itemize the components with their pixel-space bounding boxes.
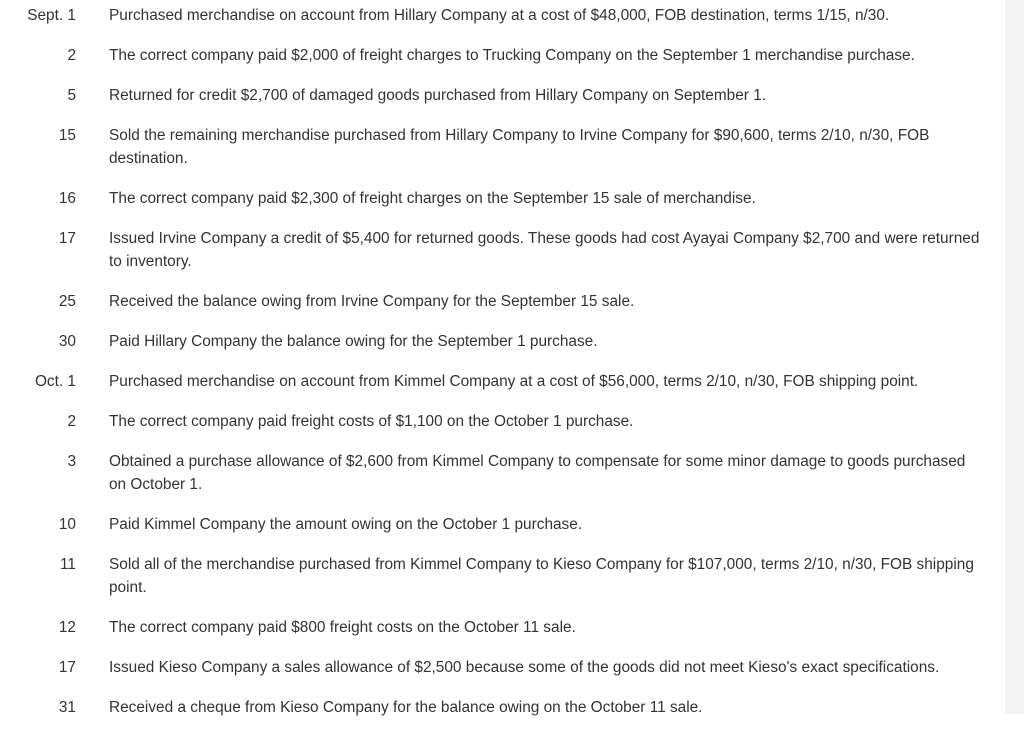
transaction-date: 30 bbox=[58, 333, 76, 350]
table-row bbox=[0, 450, 1000, 513]
table-row bbox=[0, 187, 1000, 227]
table-row bbox=[0, 124, 1000, 187]
transaction-date: 17 bbox=[58, 659, 76, 676]
page-side-rail bbox=[1005, 0, 1024, 714]
table-row bbox=[0, 84, 1000, 124]
transaction-description: Returned for credit $2,700 of damaged goods purchased from Hillary Company on September 1. bbox=[109, 87, 767, 104]
transaction-description: Sold the remaining merchandise purchased from Hillary Company to Irvine Company for $90,600, terms 2/10, n/30, FOB destination. bbox=[109, 127, 930, 167]
transaction-date: 10 bbox=[58, 516, 76, 533]
transaction-description: Purchased merchandise on account from Kimmel Company at a cost of $56,000, terms 2/10, n/30, FOB shipping point. bbox=[109, 373, 919, 390]
transaction-date: 16 bbox=[58, 190, 76, 207]
transaction-date: 5 bbox=[67, 87, 76, 104]
table-row bbox=[0, 513, 1000, 553]
transactions-table bbox=[0, 4, 1000, 736]
table-row bbox=[0, 44, 1000, 84]
transaction-date: 25 bbox=[58, 293, 76, 310]
transaction-description: The correct company paid freight costs of $1,100 on the October 1 purchase. bbox=[109, 413, 634, 430]
transaction-description: Paid Kimmel Company the amount owing on the October 1 purchase. bbox=[109, 516, 583, 533]
table-row bbox=[0, 553, 1000, 616]
transaction-date: 3 bbox=[67, 453, 76, 470]
transaction-description: Received the balance owing from Irvine Company for the September 15 sale. bbox=[109, 293, 635, 310]
table-row bbox=[0, 410, 1000, 450]
table-row bbox=[0, 656, 1000, 696]
transaction-date: 2 bbox=[67, 47, 76, 64]
table-row bbox=[0, 4, 1000, 44]
table-row bbox=[0, 370, 1000, 410]
transaction-date: 17 bbox=[58, 230, 76, 247]
table-row bbox=[0, 330, 1000, 370]
transaction-description: Issued Irvine Company a credit of $5,400 for returned goods. These goods had cost Ayayai Company $2,700 and were returned to inventory. bbox=[109, 230, 980, 270]
transaction-description: Paid Hillary Company the balance owing for the September 1 purchase. bbox=[109, 333, 598, 350]
transaction-description: Sold all of the merchandise purchased from Kimmel Company to Kieso Company for $107,000, terms 2/10, n/30, FOB shipping point. bbox=[109, 556, 974, 596]
transaction-description: Purchased merchandise on account from Hillary Company at a cost of $48,000, FOB destination, terms 1/15, n/30. bbox=[109, 7, 890, 24]
table-row bbox=[0, 696, 1000, 736]
transaction-description: The correct company paid $800 freight costs on the October 11 sale. bbox=[109, 619, 576, 636]
transaction-date: 2 bbox=[67, 413, 76, 430]
transaction-description: The correct company paid $2,000 of freight charges to Trucking Company on the September 1 merchandise purchase. bbox=[109, 47, 915, 64]
transaction-date: 12 bbox=[58, 619, 76, 636]
transaction-date: 31 bbox=[58, 699, 76, 716]
transaction-description: Issued Kieso Company a sales allowance of $2,500 because some of the goods did not meet Kieso's exact specifications. bbox=[109, 659, 940, 676]
table-row bbox=[0, 227, 1000, 290]
table-row bbox=[0, 616, 1000, 656]
transaction-description: Obtained a purchase allowance of $2,600 from Kimmel Company to compensate for some minor damage to goods purchased on October 1. bbox=[109, 453, 966, 493]
transaction-date: Sept. 1 bbox=[27, 7, 76, 24]
transaction-date: 11 bbox=[60, 556, 76, 573]
transaction-description: Received a cheque from Kieso Company for the balance owing on the October 11 sale. bbox=[109, 699, 703, 716]
transaction-date: Oct. 1 bbox=[34, 373, 76, 390]
transaction-date: 15 bbox=[58, 127, 76, 144]
transaction-description: The correct company paid $2,300 of freight charges on the September 15 sale of merchandise. bbox=[109, 190, 756, 207]
table-row bbox=[0, 290, 1000, 330]
